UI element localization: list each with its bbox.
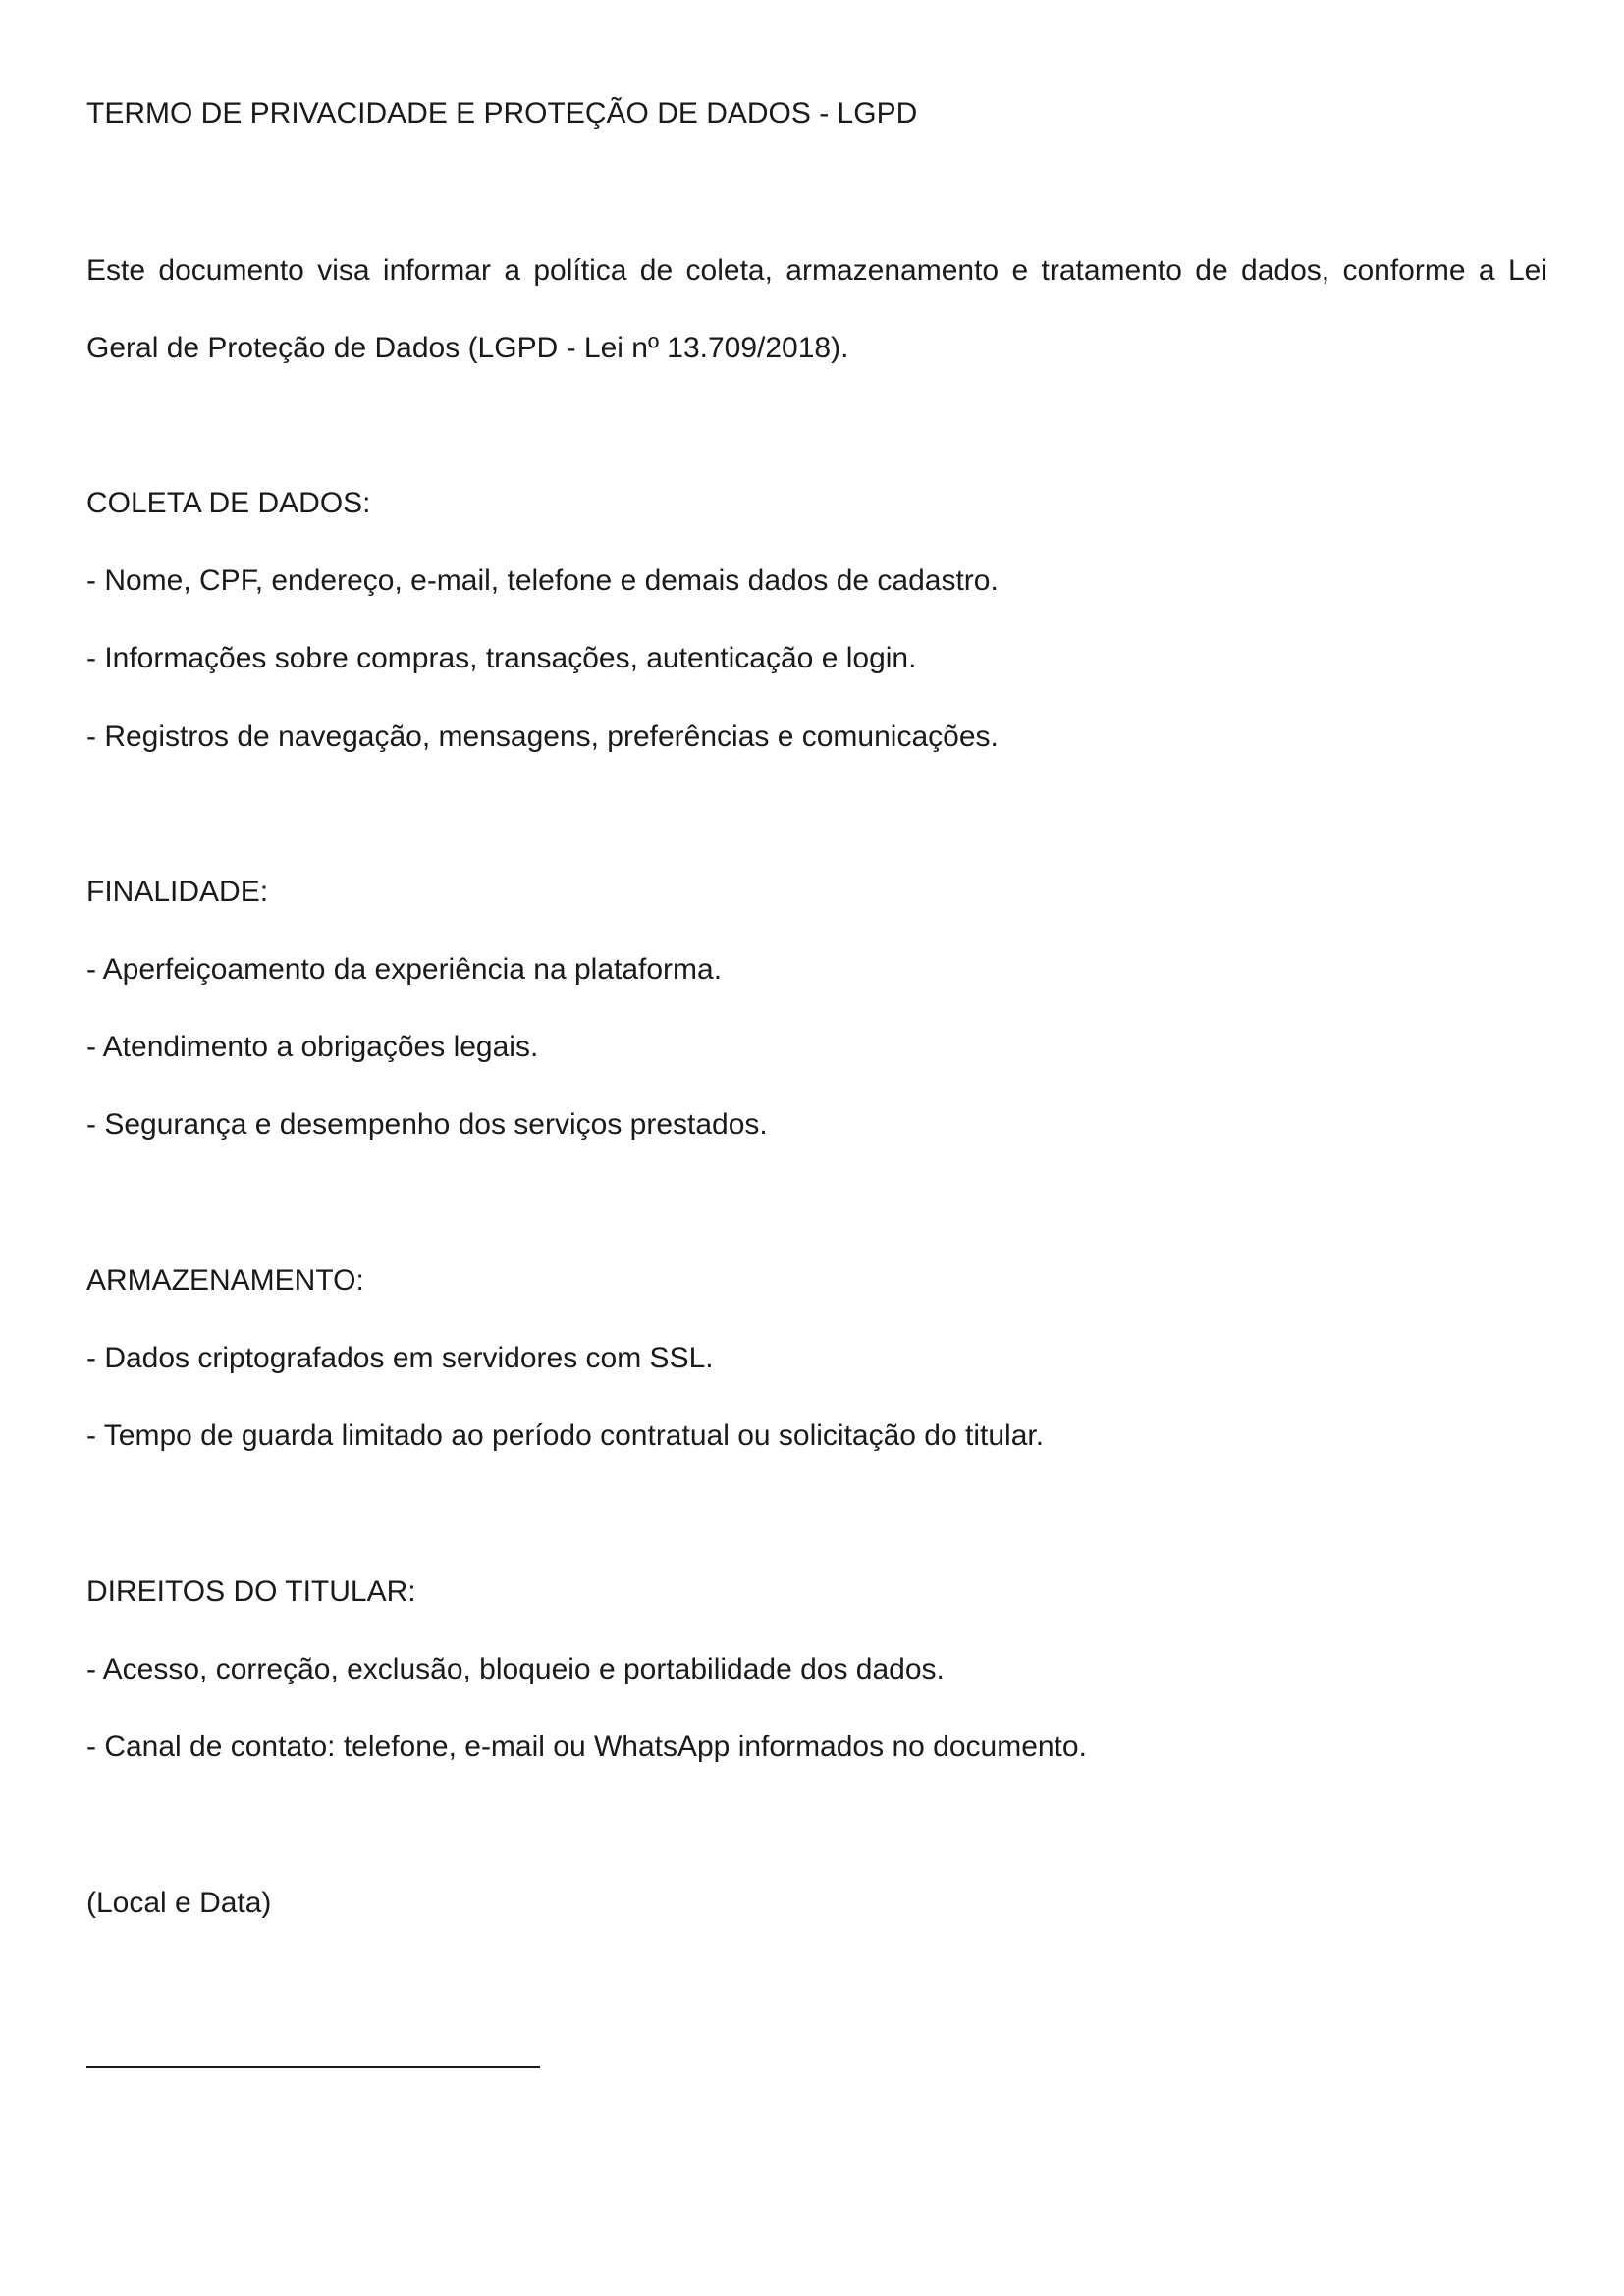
signature-line [86, 2066, 540, 2068]
list-item: - Registros de navegação, mensagens, preferências e comunicações. [86, 721, 999, 753]
list-item: - Nome, CPF, endereço, e-mail, telefone e demais dados de cadastro. [86, 564, 999, 597]
list-item: - Acesso, correção, exclusão, bloqueio e portabilidade dos dados. [86, 1653, 945, 1685]
list-item: - Informações sobre compras, transações, autenticação e login. [86, 642, 917, 674]
section-heading-armazenamento: ARMAZENAMENTO: [86, 1264, 364, 1297]
section-heading-coleta: COLETA DE DADOS: [86, 487, 371, 519]
intro-line-1: Este documento visa informar a política de coleta, armazenamento e tratamento de dados, conforme a Lei [86, 254, 1547, 287]
list-item: - Atendimento a obrigações legais. [86, 1031, 539, 1063]
list-item: - Tempo de guarda limitado ao período contratual ou solicitação do titular. [86, 1419, 1045, 1452]
section-heading-direitos: DIREITOS DO TITULAR: [86, 1575, 416, 1608]
list-item: - Dados criptografados em servidores com SSL. [86, 1342, 714, 1374]
document-title: TERMO DE PRIVACIDADE E PROTEÇÃO DE DADOS - LGPD [86, 97, 918, 130]
intro-line-2: Geral de Proteção de Dados (LGPD - Lei nº 13.709/2018). [86, 332, 849, 364]
list-item: - Canal de contato: telefone, e-mail ou WhatsApp informados no documento. [86, 1731, 1087, 1763]
list-item: - Aperfeiçoamento da experiência na plataforma. [86, 953, 723, 986]
list-item: - Segurança e desempenho dos serviços prestados. [86, 1108, 768, 1141]
section-heading-finalidade: FINALIDADE: [86, 876, 269, 908]
place-date-label: (Local e Data) [86, 1887, 272, 1919]
